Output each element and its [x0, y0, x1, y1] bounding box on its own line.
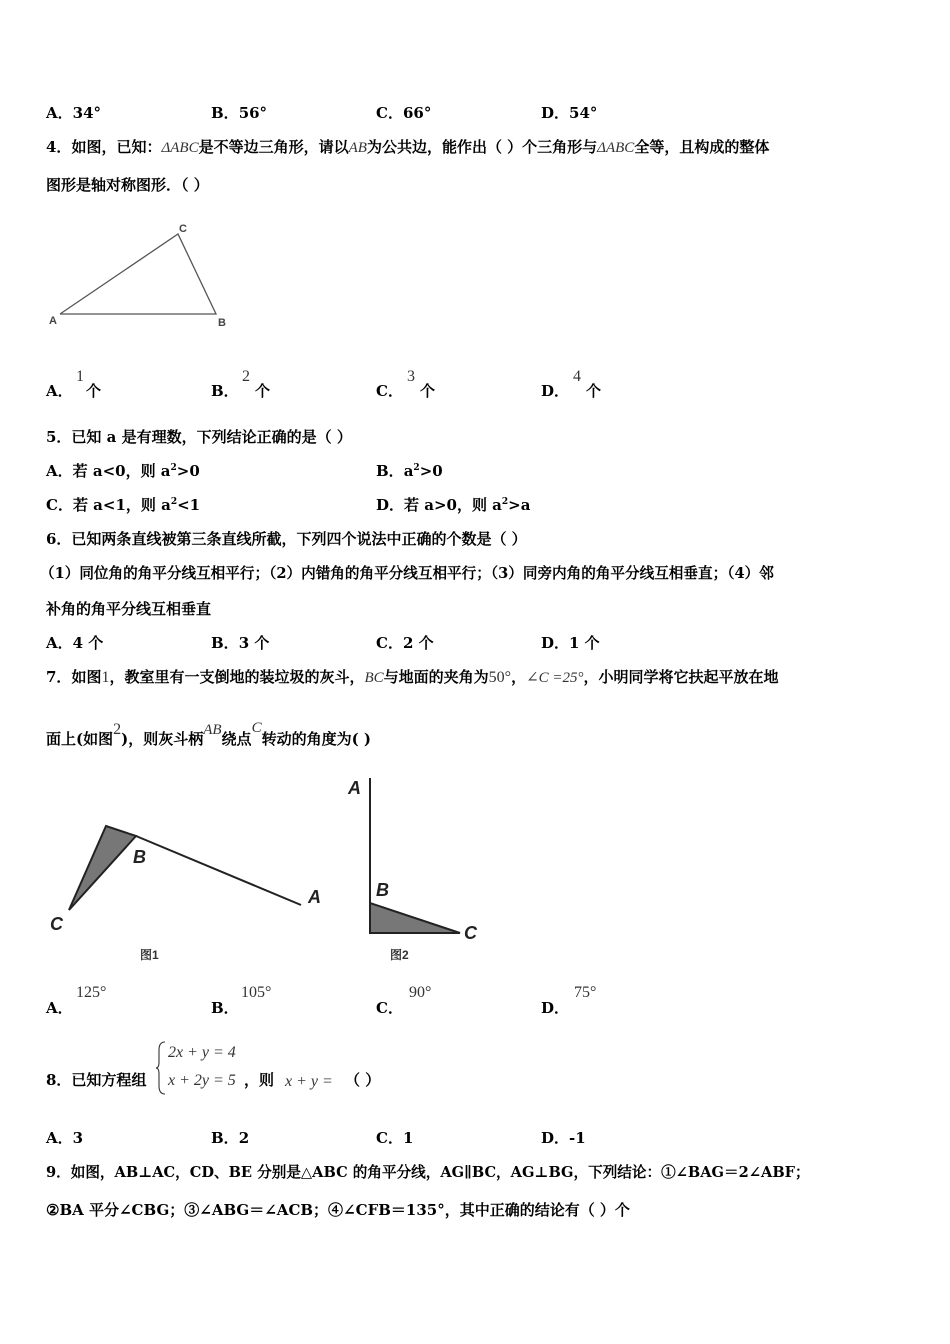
fig2-label-a: A — [348, 778, 361, 798]
q8-stem-prefix: 8．已知方程组 — [46, 1071, 147, 1089]
q6-statements-line1: （1）同位角的角平分线互相平行；（2）内错角的角平分线互相平行；（3）同旁内角的角平分线互相垂直；（4）邻 — [40, 565, 774, 582]
equation-2: x + 2y = 5 — [168, 1072, 236, 1089]
q8-option-b: B．2 — [211, 1129, 250, 1147]
vertex-a-label: A — [49, 315, 57, 327]
q8-expression: x + y = — [285, 1073, 333, 1090]
q5-option-b: B．$a^2>0$ — [376, 462, 443, 480]
q4-option-d-value: 4 — [573, 368, 581, 385]
q3-option-d: D．54° — [541, 104, 598, 122]
q4-option-d: D． — [541, 382, 570, 400]
q4-option-b-unit: 个 — [255, 382, 271, 400]
q4-option-b-value: 2 — [242, 368, 250, 385]
q5-stem: 5．已知 a 是有理数，下列结论正确的是（ ） — [46, 428, 352, 446]
q8-stem-then: ，则 — [244, 1071, 275, 1089]
fig1-label-c: C — [50, 914, 63, 934]
q8-option-c: C．1 — [376, 1129, 414, 1147]
q7-option-a: A． — [46, 999, 73, 1017]
q5-option-c: C．若 a<1，则 $a^2<1$ — [46, 496, 201, 514]
fig1-label-b: B — [133, 847, 146, 867]
equation-system-brace — [155, 1040, 167, 1096]
q4-option-c: C． — [376, 382, 403, 400]
q7-option-c-value: 90° — [409, 984, 432, 1001]
equation-1: 2x + y = 4 — [168, 1044, 236, 1061]
q4-option-c-unit: 个 — [420, 382, 436, 400]
q4-stem-line2: 图形是轴对称图形．（ ） — [46, 176, 209, 194]
upright-dustpan-body — [370, 903, 460, 933]
q7-option-d: D． — [541, 999, 570, 1017]
q6-option-d: D．1 个 — [541, 634, 600, 652]
q7-option-b: B． — [211, 999, 239, 1017]
fig2-label-c: C — [464, 923, 477, 943]
fig2-caption: 图2 — [390, 948, 409, 962]
q6-option-c: C．2 个 — [376, 634, 434, 652]
dustpan-body — [69, 826, 136, 910]
q7-stem-line2: 面上(如图2)，则灰斗柄AB绕点C转动的角度为( ) — [46, 720, 371, 748]
q4-triangle-figure — [40, 218, 240, 333]
q8-option-d: D．-1 — [541, 1129, 586, 1147]
q6-statements-line2: 补角的角平分线互相垂直 — [46, 600, 212, 618]
fig2-label-b: B — [376, 880, 389, 900]
q4-option-a-unit: 个 — [86, 382, 102, 400]
fig1-caption: 图1 — [140, 948, 159, 962]
q7-option-a-value: 125° — [76, 984, 107, 1001]
q7-figure-2 — [340, 770, 490, 970]
q6-option-b: B．3 个 — [211, 634, 270, 652]
q8-option-a: A．3 — [46, 1129, 84, 1147]
q3-option-c: C．66° — [376, 104, 432, 122]
fig1-label-a: A — [308, 887, 321, 907]
q5-option-d: D．若 a>0，则 $a^2>a$ — [376, 496, 531, 514]
q7-figure-1 — [40, 810, 330, 970]
q3-option-a: A．34° — [46, 104, 102, 122]
q7-option-b-value: 105° — [241, 984, 272, 1001]
triangle-abc — [60, 234, 216, 314]
q7-stem: 7．如图1，教室里有一支倒地的装垃圾的灰斗，BC与地面的夹角为50°，∠C =25°，小明同学将它扶起平放在地 — [46, 668, 779, 686]
vertex-c-label: C — [179, 223, 187, 235]
vertex-b-label: B — [218, 317, 226, 329]
q7-option-d-value: 75° — [574, 984, 597, 1001]
q4-option-a: A． — [46, 382, 73, 400]
q4-option-c-value: 3 — [407, 368, 415, 385]
q6-option-a: A．4 个 — [46, 634, 104, 652]
q4-option-a-value: 1 — [76, 368, 84, 385]
q9-stem-line2: ②BA 平分∠CBG；③∠ABG＝∠ACB；④∠CFB＝135°，其中正确的结论有（ ）个 — [46, 1201, 630, 1219]
q4-stem: 4．如图，已知：ΔABC是不等边三角形，请以AB为公共边，能作出（ ）个三角形与ΔABC全等，且构成的整体 — [46, 138, 770, 156]
q6-stem: 6．已知两条直线被第三条直线所截，下列四个说法中正确的个数是（ ） — [46, 530, 527, 548]
q9-stem-line1: 9．如图，AB⊥AC，CD、BE 分别是△ABC 的角平分线，AG∥BC，AG⊥BG，下列结论：①∠BAG＝2∠ABF； — [46, 1164, 810, 1181]
q3-option-b: B．56° — [211, 104, 268, 122]
dustpan-handle — [136, 836, 301, 905]
q4-option-d-unit: 个 — [586, 382, 602, 400]
q4-option-b: B． — [211, 382, 239, 400]
q7-option-c: C． — [376, 999, 403, 1017]
q5-option-a: A．若 a<0，则 $a^2>0$ — [46, 462, 200, 480]
q8-blank: （ ） — [345, 1071, 381, 1089]
